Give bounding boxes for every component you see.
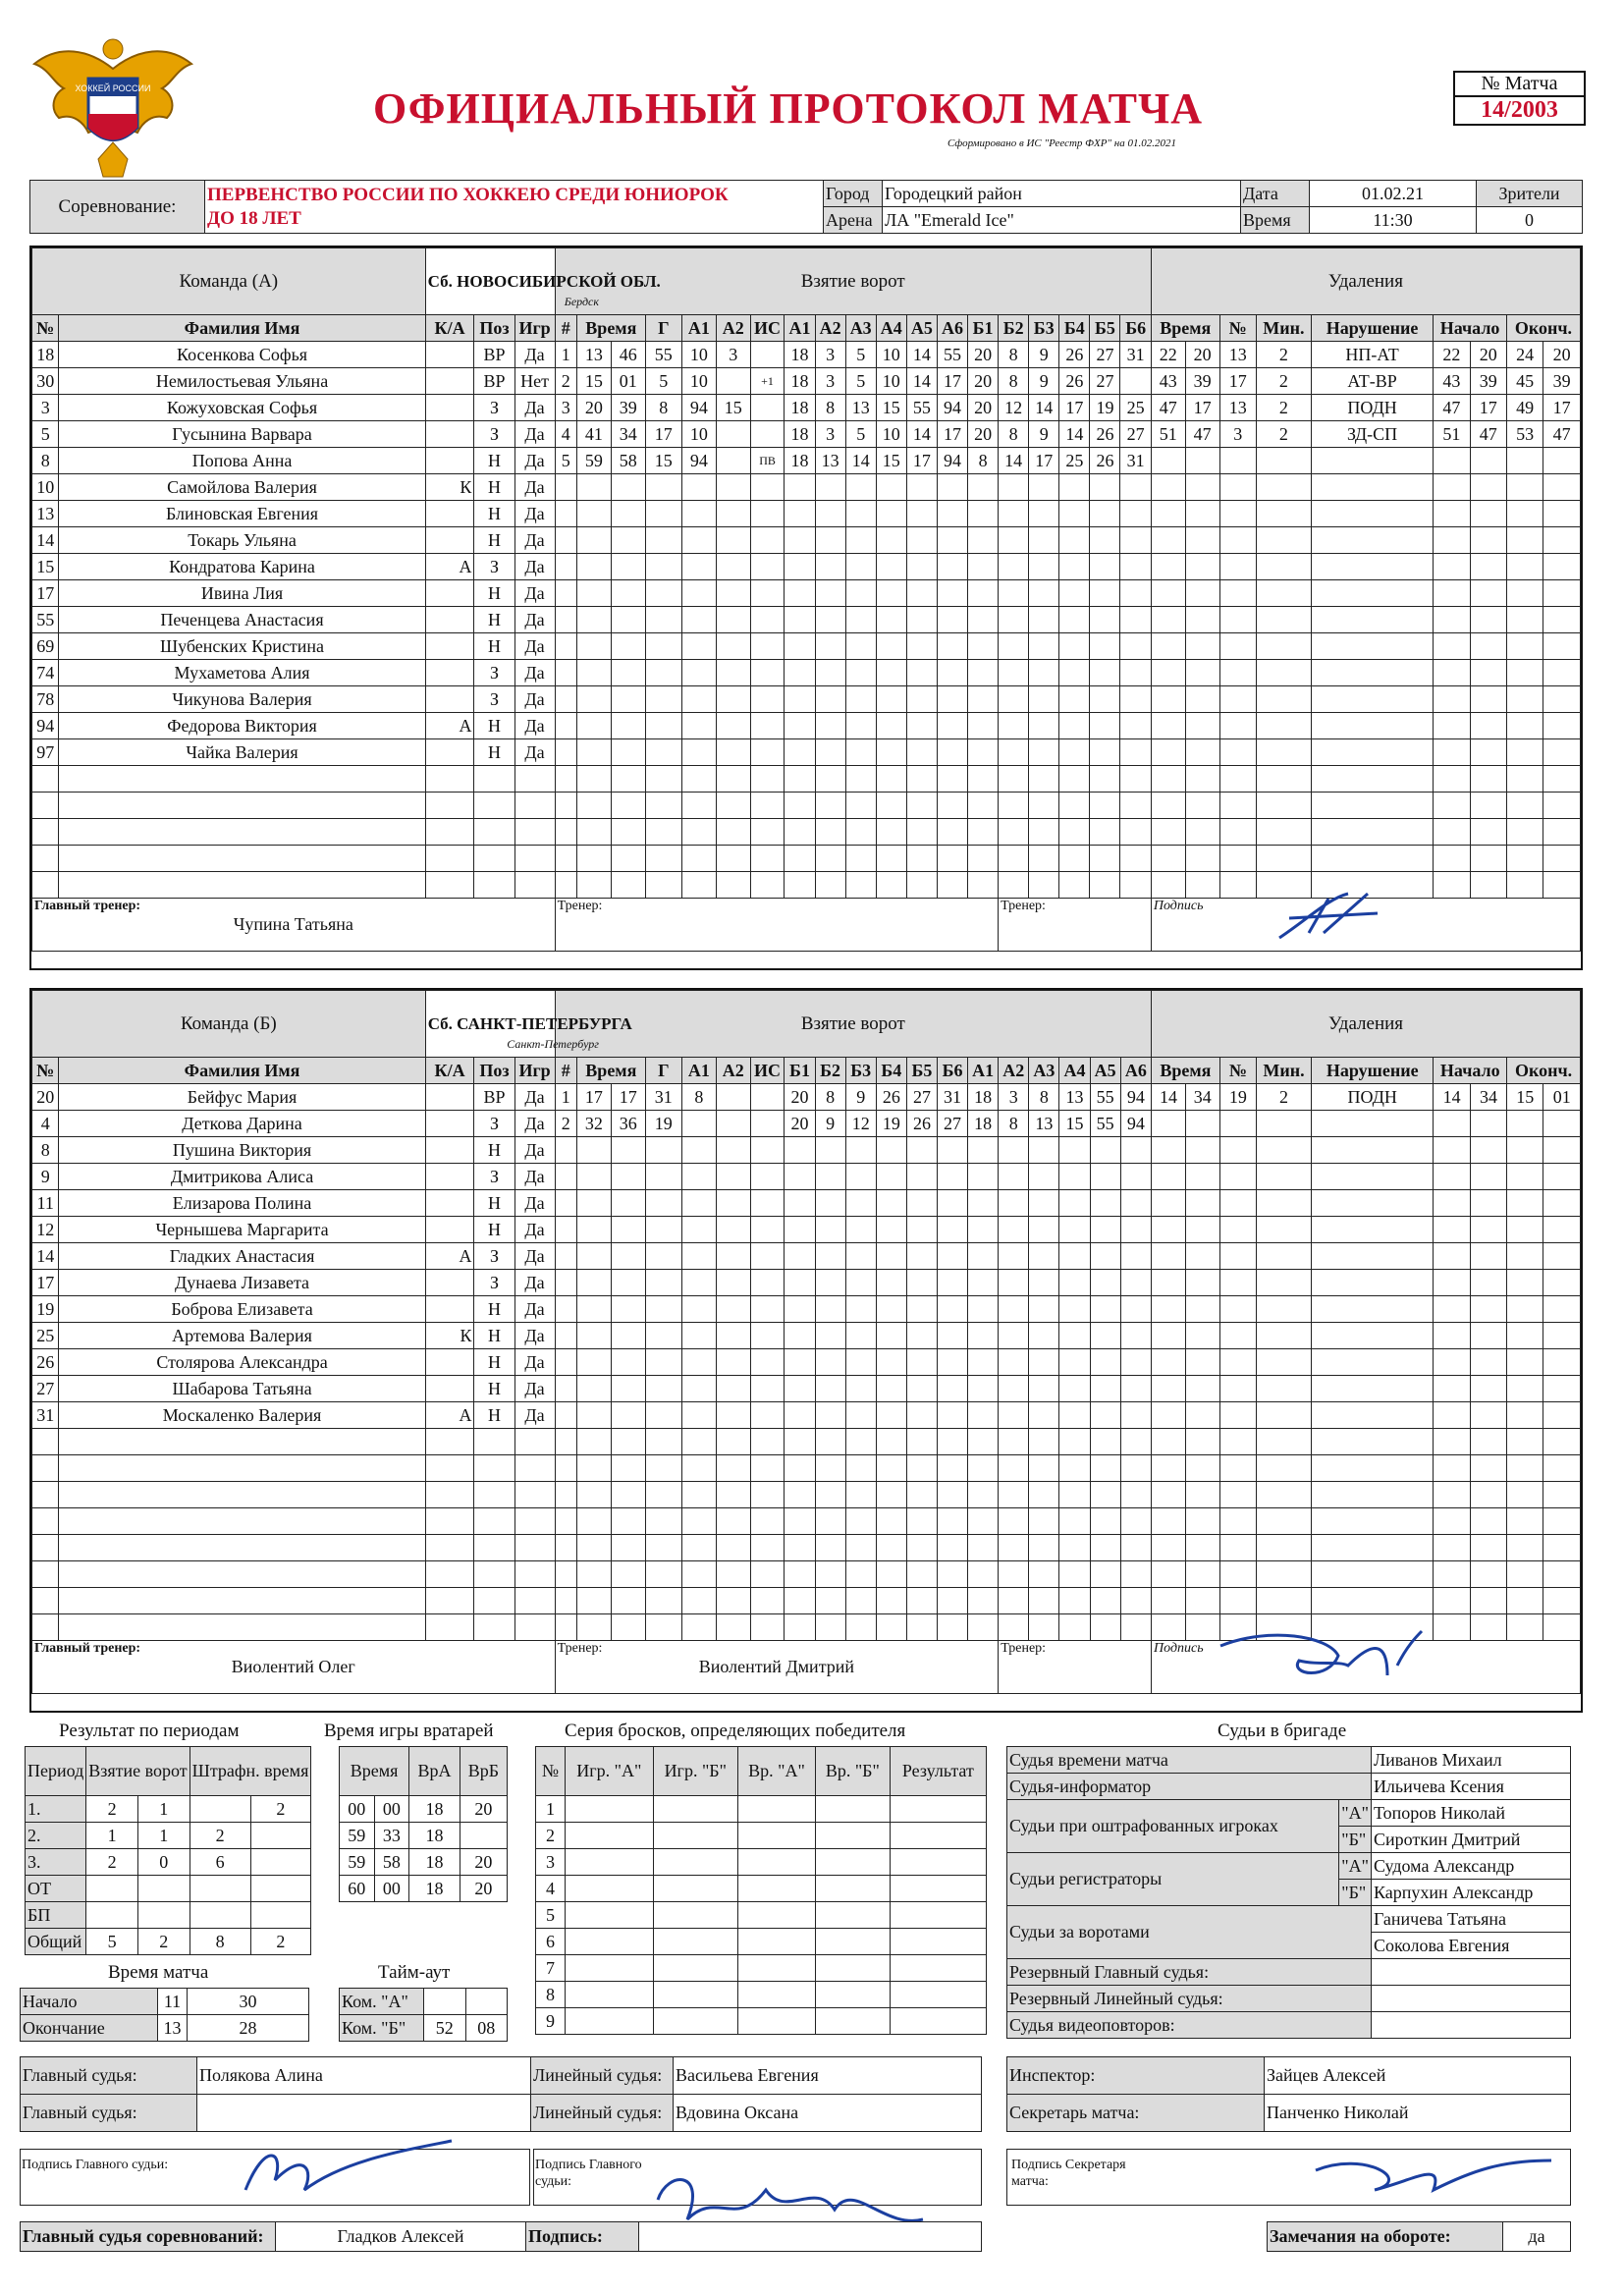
team-city: Бердск	[564, 295, 599, 308]
secretary-signature	[1306, 2141, 1561, 2200]
shootout-row: 1	[536, 1796, 987, 1823]
table-row: 30 Немилостьевая Ульяна ВР Нет 2 15 01 5 10 +1 18 3 5 10 14 17 20 8 9 26 27 43 39 17 2 АТ-ВР 43 39 45 39	[32, 368, 1581, 395]
table-row	[32, 846, 1581, 872]
table-row: 18 Косенкова Софья ВР Да 1 13 46 55 10 3 18 3 5 10 14 55 20 8 9 26 27 31 22 20 13 2 НП-АТ 22 20 24 20	[32, 342, 1581, 368]
table-row: 9 Дмитрикова Алиса З Да	[32, 1164, 1581, 1190]
team-a-section	[29, 246, 1583, 970]
head-coach: Виолентий Олег	[231, 1657, 355, 1676]
chief-judge-row: Главный судья соревнований: Гладков Алексей Подпись:	[20, 2221, 982, 2252]
shootout-row: 8	[536, 1982, 987, 2008]
svg-text:ХОККЕЙ РОССИИ: ХОККЕЙ РОССИИ	[75, 83, 151, 93]
period-row: ОТ	[26, 1876, 311, 1902]
referees-brigade: Судья времени матча Ливанов Михаил Судья-информатор Ильичева Ксения Судьи при оштрафованных игроках "А" Топоров Николай "Б" Сироткин Дмитрий Судьи регистраторы "А" Судома Александр "Б" Карпухин Александр Судьи за воротами Ганичева Татьяна Соколова Евгения Резервный Главный судья: Резервный Линейный судья: Судья видеоповторов:	[1006, 1746, 1571, 2039]
table-row: 14 Токарь Ульяна Н Да	[32, 527, 1581, 554]
goalie-row: 59 33 18	[340, 1823, 508, 1849]
formed-note: Сформировано в ИС "Реестр ФХР" на 01.02.2021	[947, 137, 1177, 149]
table-row: 17 Ивина Лия Н Да	[32, 580, 1581, 607]
goalie-row: 00 00 18 20	[340, 1796, 508, 1823]
period-row: БП	[26, 1902, 311, 1929]
table-row: 69 Шубенских Кристина Н Да	[32, 633, 1581, 660]
teamA-table: Команда (А) Сб. НОВОСИБИРСКОЙ ОБЛ. Взятие ворот Удаления № Фамилия Имя К/А Поз Игр # Время Г А1 А2 ИС А1 А2 А3 А4 А5 А6 Б1 Б2 Б3 Б4 Б5 Б6 Время № Мин. Нарушение Начало Оконч. 18 Косенкова Софья ВР Да 1 13 46 55 10 3 18 3 5 10 14 55 20 8 9 26 27 31 22 20 13 2 НП-АТ 22 20 24 20 30 Немилостьевая Ульяна ВР Нет 2 15 01 5 10 +1 18 3 5 10 14 17 20 8 9 26 27 43 39 17 2 АТ-ВР 43 39 45 39 3 Кожуховская Софья З Да 3 20 39 8 94 15 18 8 13 15 55 94 20 12 14 17 19 25 47 17 13 2 ПОДН 47 17 49 17 5 Гусынина Варвара З Да 4 41 34 17 10 18 3 5 10 14 17 20 8 9 14 26 27 51 47 3 2 ЗД-СП 51 47 53 47 8 Попова Анна Н Да 5 59 58 15 94 ПВ 18 13 14 15 17 94 8 14 17 25 26 31 10 Самойлова Валерия К Н Да 13 Блиновская Евгения Н Да 14 Токарь Ульяна Н Да 15 Кондратова Карина А З Да 17 Ивина Лия Н Да 55 Печенцева Анастасия Н Да 69 Шубенских Кристина Н Да 74 Мухаметова Алия З Да 78 Чикунова Валерия З Да 94 Федорова Виктория А Н Да 97 Чайка Валерия Н Да Главный тренер: Чупина Татьяна Тренер: Тренер: Подпись	[31, 247, 1581, 952]
table-row	[32, 1561, 1581, 1588]
shootout-row: 3	[536, 1849, 987, 1876]
team-city: Санкт-Петербург	[507, 1037, 599, 1051]
match-number-box: № Матча 14/2003	[1453, 71, 1586, 126]
periods-table: Период Взятие ворот Штрафн. время 1. 2 1 2 2. 1 1 2 3. 2 0 6 ОТ БП Общий 5 2 8 2	[25, 1746, 311, 1955]
table-row	[32, 1429, 1581, 1455]
period-row: 2. 1 1 2	[26, 1823, 311, 1849]
table-row: 8 Попова Анна Н Да 5 59 58 15 94 ПВ 18 13 14 15 17 94 8 14 17 25 26 31	[32, 448, 1581, 474]
table-row: 20 Бейфус Мария ВР Да 1 17 17 31 8 20 8 9 26 27 31 18 3 8 13 55 94 14 34 19 2 ПОДН 14 34 15 01	[32, 1084, 1581, 1111]
table-row: 78 Чикунова Валерия З Да	[32, 686, 1581, 713]
table-row: 14 Гладких Анастасия А З Да	[32, 1243, 1581, 1270]
table-row: 25 Артемова Валерия К Н Да	[32, 1323, 1581, 1349]
inspector-table: Инспектор: Зайцев Алексей Секретарь матча: Панченко Николай	[1006, 2056, 1571, 2132]
table-row: 94 Федорова Виктория А Н Да	[32, 713, 1581, 739]
table-row: 55 Печенцева Анастасия Н Да	[32, 607, 1581, 633]
period-row: 3. 2 0 6	[26, 1849, 311, 1876]
period-row: Общий 5 2 8 2	[26, 1929, 311, 1955]
table-row: 3 Кожуховская Софья З Да 3 20 39 8 94 15 18 8 13 15 55 94 20 12 14 17 19 25 47 17 13 2 ПОДН 47 17 49 17	[32, 395, 1581, 421]
match-info: Соревнование: ПЕРВЕНСТВО РОССИИ ПО ХОККЕЮ СРЕДИ ЮНИОРОК ДО 18 ЛЕТ Город Городецкий район Дата 01.02.21 Зрители Арена ЛА "Emerald Ice" Время 11:30 0	[29, 180, 1583, 234]
goalie-row: 60 00 18 20	[340, 1876, 508, 1902]
team-b-section	[29, 988, 1583, 1713]
shootout-row: 6	[536, 1929, 987, 1955]
period-row: 1. 2 1 2	[26, 1796, 311, 1823]
notes-row: Замечания на обороте: да	[1267, 2221, 1571, 2252]
table-row: 13 Блиновская Евгения Н Да	[32, 501, 1581, 527]
page-title: ОФИЦИАЛЬНЫЙ ПРОТОКОЛ МАТЧА	[373, 84, 1204, 133]
table-row: 8 Пушина Виктория Н Да	[32, 1137, 1581, 1164]
match-number: 14/2003	[1453, 95, 1586, 126]
shootout-row: 9	[536, 2008, 987, 2035]
match-time-table: Начало 11 30 Окончание 13 28	[20, 1988, 309, 2042]
table-row	[32, 1508, 1581, 1535]
signature-team-a	[1270, 889, 1387, 948]
table-row	[32, 793, 1581, 819]
table-row: 19 Боброва Елизавета Н Да	[32, 1296, 1581, 1323]
table-row: 31 Москаленко Валерия А Н Да	[32, 1402, 1581, 1429]
shootout-row: 5	[536, 1902, 987, 1929]
head-coach: Чупина Татьяна	[233, 914, 353, 934]
table-row: 5 Гусынина Варвара З Да 4 41 34 17 10 18 3 5 10 14 17 20 8 9 14 26 27 51 47 3 2 ЗД-СП 51 47 53 47	[32, 421, 1581, 448]
goalie-time-table: Время ВрА ВрБ 00 00 18 20 59 33 18 59 58 18 20 60 00 18 20	[339, 1746, 508, 1902]
officials-table: Главный судья: Полякова Алина Линейный судья: Васильева Евгения Главный судья: Линейный судья: Вдовина Оксана	[20, 2056, 982, 2132]
table-row: 26 Столярова Александра Н Да	[32, 1349, 1581, 1376]
shootout-table: № Игр. "А" Игр. "Б" Вр. "А" Вр. "Б" Результат 1 2 3 4 5 6 7 8 9	[535, 1746, 987, 2035]
table-row: 11 Елизарова Полина Н Да	[32, 1190, 1581, 1217]
table-row: 10 Самойлова Валерия К Н Да	[32, 474, 1581, 501]
shootout-row: 2	[536, 1823, 987, 1849]
signature-team-b	[1211, 1626, 1436, 1695]
table-row: 12 Чернышева Маргарита Н Да	[32, 1217, 1581, 1243]
table-row: 17 Дунаева Лизавета З Да	[32, 1270, 1581, 1296]
table-row	[32, 1588, 1581, 1614]
table-row	[32, 1535, 1581, 1561]
goalie-row: 59 58 18 20	[340, 1849, 508, 1876]
table-row: 97 Чайка Валерия Н Да	[32, 739, 1581, 766]
fhr-logo	[29, 29, 196, 187]
shootout-row: 7	[536, 1955, 987, 1982]
teamB-table: Команда (Б) Сб. САНКТ-ПЕТЕРБУРГА Взятие ворот Удаления № Фамилия Имя К/А Поз Игр # Время Г А1 А2 ИС Б1 Б2 Б3 Б4 Б5 Б6 А1 А2 А3 А4 А5 А6 Время № Мин. Нарушение Начало Оконч. 20 Бейфус Мария ВР Да 1 17 17 31 8 20 8 9 26 27 31 18 3 8 13 55 94 14 34 19 2 ПОДН 14 34 15 01 4 Деткова Дарина З Да 2 32 36 19 20 9 12 19 26 27 18 8 13 15 55 94 8 Пушина Виктория Н Да 9 Дмитрикова Алиса З Да 11 Елизарова Полина Н Да 12 Чернышева Маргарита Н Да 14 Гладких Анастасия А З Да 17 Дунаева Лизавета З Да 19 Боброва Елизавета Н Да 25 Артемова Валерия К Н Да 26 Столярова Александра Н Да 27 Шабарова Татьяна Н Да 31 Москаленко Валерия А Н Да Главный тренер: Виолентий Олег Тренер: Виолентий Дмитрий Тренер: Подпись	[31, 990, 1581, 1694]
table-row: 74 Мухаметова Алия З Да	[32, 660, 1581, 686]
timeout-table: Ком. "А" Ком. "Б" 52 08	[339, 1988, 508, 2042]
table-row	[32, 1482, 1581, 1508]
table-row	[32, 766, 1581, 793]
main-judge-signature	[226, 2131, 461, 2210]
table-row	[32, 819, 1581, 846]
shootout-row: 4	[536, 1876, 987, 1902]
table-row: 4 Деткова Дарина З Да 2 32 36 19 20 9 12 19 26 27 18 8 13 15 55 94	[32, 1111, 1581, 1137]
table-row: 27 Шабарова Татьяна Н Да	[32, 1376, 1581, 1402]
table-row	[32, 1455, 1581, 1482]
table-row: 15 Кондратова Карина А З Да	[32, 554, 1581, 580]
